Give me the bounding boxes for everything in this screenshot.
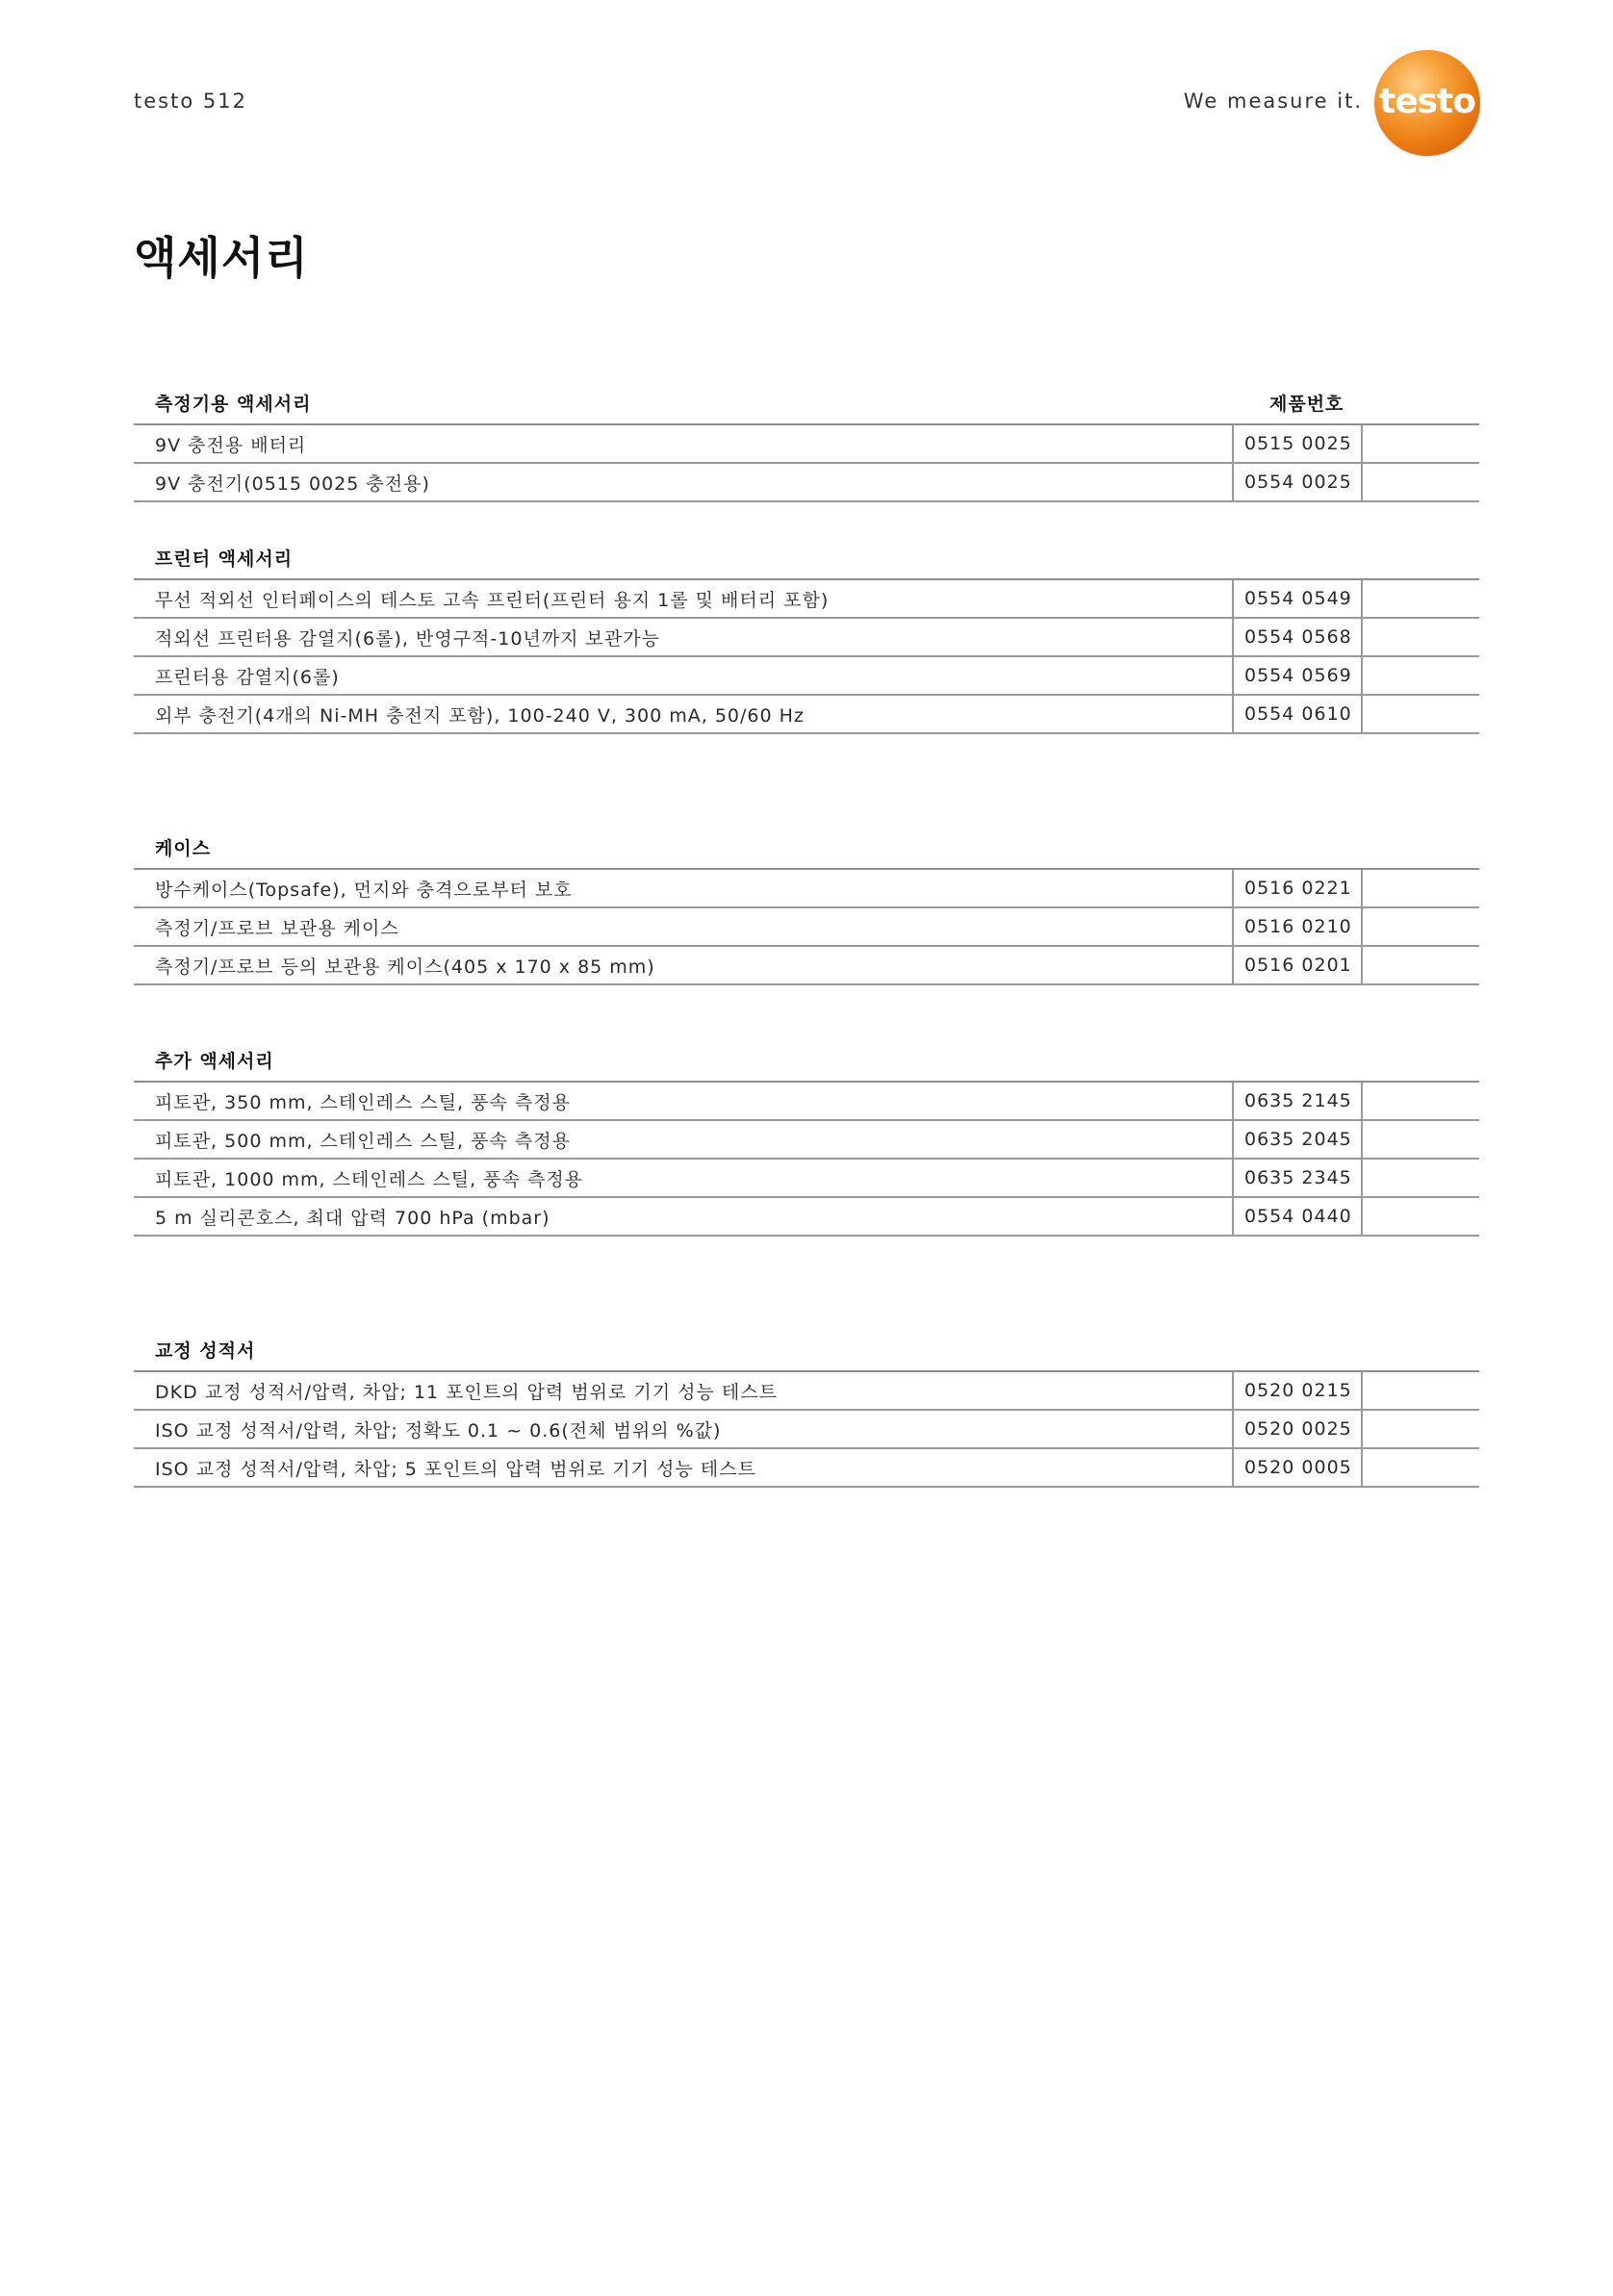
section-title: 프린터 액세서리 [155,548,294,570]
section-additional-accessories [134,1042,1479,1237]
order-box [1363,1083,1479,1119]
item-description: 5 m 실리콘호스, 최대 압력 700 hPa (mbar) [155,1207,550,1229]
section-title: 측정기용 액세서리 [155,394,312,415]
item-code: 0554 0025 [1232,464,1363,500]
item-description: 방수케이스(Topsafe), 먼지와 충격으로부터 보호 [155,879,573,901]
order-box [1363,1449,1479,1486]
order-box [1363,425,1479,462]
table-row [134,1083,1479,1121]
item-description: 피토관, 350 mm, 스테인레스 스틸, 풍속 측정용 [155,1091,571,1113]
section-calibration-certificates [134,1332,1479,1488]
section-printer-accessories [134,540,1479,734]
item-description: 측정기/프로브 보관용 케이스 [155,917,399,939]
item-description: 적외선 프린터용 감열지(6롤), 반영구적-10년까지 보관가능 [155,627,660,650]
item-description: ISO 교정 성적서/압력, 차압; 5 포인트의 압력 범위로 기기 성능 테스트 [155,1458,756,1480]
item-description: 9V 충전용 배터리 [155,434,307,456]
item-code: 0520 0025 [1232,1411,1363,1447]
section-cases [134,829,1479,985]
item-code: 0520 0215 [1232,1372,1363,1409]
item-description: DKD 교정 성적서/압력, 차압; 11 포인트의 압력 범위로 기기 성능 테스트 [155,1381,778,1403]
item-code: 0554 0549 [1232,580,1363,617]
item-code: 0520 0005 [1232,1449,1363,1486]
section-title: 교정 성적서 [155,1340,256,1362]
item-description: ISO 교정 성적서/압력, 차압; 정확도 0.1 ~ 0.6(전체 범위의 %값) [155,1419,722,1441]
item-code: 0635 2345 [1232,1160,1363,1196]
item-code: 0516 0210 [1232,908,1363,945]
logo-text: testo [1379,81,1475,121]
item-description: 무선 적외선 인터페이스의 테스토 고속 프린터(프린터 용지 1롤 및 배터리 포함) [155,589,830,611]
section-measuring-accessories [134,385,1479,502]
order-box [1363,619,1479,655]
header-product-name: testo 512 [134,89,247,113]
table-row [134,464,1479,502]
table-row [134,425,1479,464]
item-description: 피토관, 500 mm, 스테인레스 스틸, 풍속 측정용 [155,1130,571,1152]
order-box [1363,947,1479,983]
section-title: 추가 액세서리 [155,1051,274,1072]
order-box [1363,696,1479,732]
order-box [1363,580,1479,617]
table-row [134,619,1479,657]
item-code: 0635 2145 [1232,1083,1363,1119]
order-box [1363,870,1479,906]
table-row [134,1449,1479,1488]
table-row [134,1160,1479,1198]
section-title: 케이스 [155,838,212,859]
item-code: 0515 0025 [1232,425,1363,462]
item-code: 0516 0221 [1232,870,1363,906]
testo-logo [1374,50,1480,156]
table-row [134,1198,1479,1237]
item-code: 0554 0610 [1232,696,1363,732]
order-box [1363,1411,1479,1447]
item-description: 프린터용 감열지(6롤) [155,666,340,688]
order-box [1363,1121,1479,1158]
table-row [134,1411,1479,1449]
table-row [134,870,1479,908]
table-row [134,696,1479,734]
header-tagline: We measure it. [1183,89,1363,113]
order-box [1363,1372,1479,1409]
table-row [134,1121,1479,1160]
order-box [1363,1160,1479,1196]
item-description: 측정기/프로브 등의 보관용 케이스(405 x 170 x 85 mm) [155,956,655,978]
item-description: 외부 충전기(4개의 Ni-MH 충전지 포함), 100-240 V, 300 mA, 50/60 Hz [155,704,805,727]
table-row [134,947,1479,985]
table-row [134,908,1479,947]
item-code: 0554 0568 [1232,619,1363,655]
item-description: 9V 충전기(0515 0025 충전용) [155,472,430,495]
table-row [134,580,1479,619]
page-title: 액세서리 [134,232,309,284]
table-row [134,1372,1479,1411]
item-code: 0554 0440 [1232,1198,1363,1235]
column-header-part-number: 제품번호 [1269,394,1344,415]
item-code: 0554 0569 [1232,657,1363,694]
item-code: 0516 0201 [1232,947,1363,983]
order-box [1363,464,1479,500]
item-description: 피토관, 1000 mm, 스테인레스 스틸, 풍속 측정용 [155,1168,584,1190]
item-code: 0635 2045 [1232,1121,1363,1158]
order-box [1363,908,1479,945]
order-box [1363,1198,1479,1235]
table-row [134,657,1479,696]
order-box [1363,657,1479,694]
